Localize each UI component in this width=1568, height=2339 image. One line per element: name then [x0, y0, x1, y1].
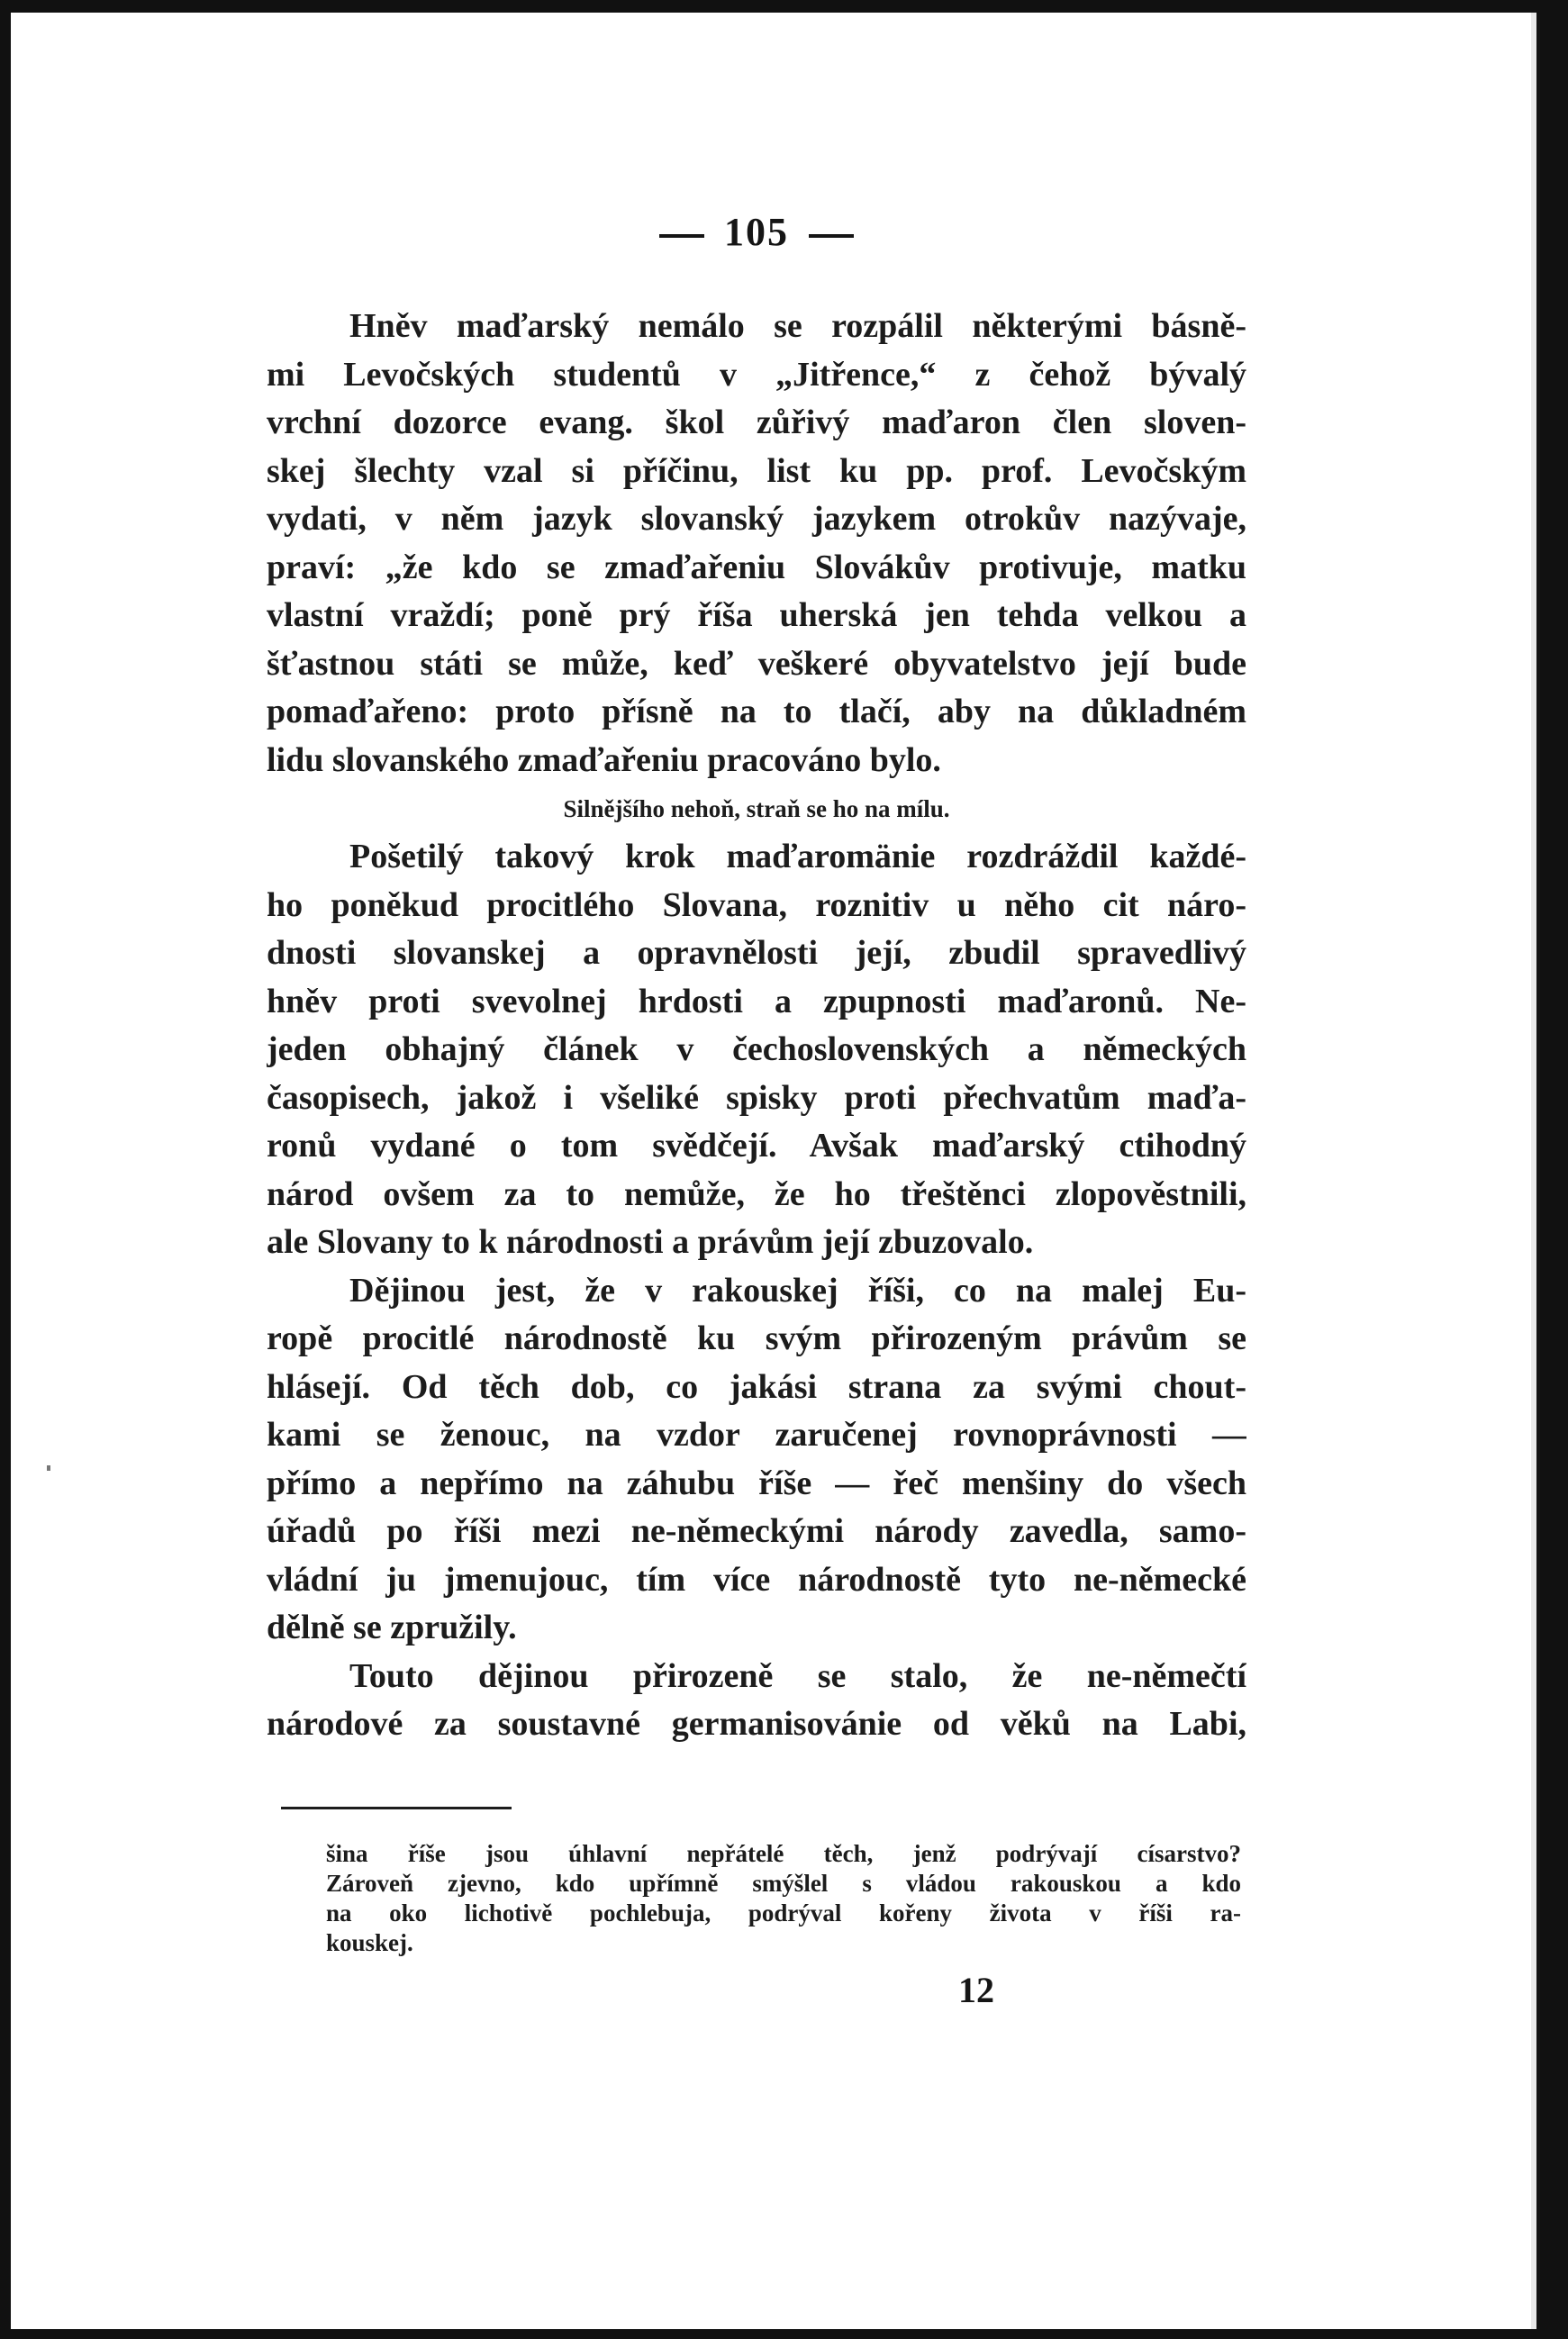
- text-line: pomaďařeno: proto přísně na to tlačí, aby na důkladném: [267, 693, 1246, 730]
- text-line: vlastní vraždí; poně prý říša uherská jen tehda velkou a: [267, 596, 1246, 634]
- paragraph-2: [267, 833, 1246, 1267]
- footnote-line: na oko lichotivě pochlebuja, podrýval kořeny života v říši ra-: [326, 1899, 1241, 1927]
- footnote: [326, 1839, 1241, 1958]
- footnote-rule: [281, 1807, 512, 1809]
- paragraph-3: [267, 1267, 1246, 1653]
- paragraph-1: [267, 303, 1246, 784]
- text-line: vládní ju jmenujouc, tím více národnostě tyto ne-německé: [267, 1560, 1246, 1599]
- text-line: časopisech, jakož i všeliké spisky proti přechvatům maďa-: [267, 1078, 1246, 1117]
- text-line: mi Levočských studentů v „Jitřence,“ z čehož bývalý: [267, 355, 1246, 394]
- proverb-line: Silnějšího nehoň, straň se ho na mílu.: [563, 795, 950, 822]
- text-line: Dějinou jest, že v rakouskej říši, co na malej Eu-: [349, 1271, 1246, 1310]
- text-line: hlásejí. Od těch dob, co jakási strana za svými chout-: [267, 1367, 1246, 1406]
- text-line: šťastnou státi se může, keď veškeré obyvatelstvo její bude: [267, 644, 1246, 683]
- header-dash-right: [809, 234, 854, 238]
- text-line: ale Slovany to k národnosti a právům její zbuzovalo.: [267, 1223, 1034, 1261]
- text-line: dělně se zpružily.: [267, 1609, 517, 1646]
- page-header: [621, 209, 892, 255]
- header-dash-left: [659, 234, 704, 238]
- text-line: ho poněkud procitlého Slovana, roznitiv u něho cit náro-: [267, 885, 1246, 924]
- text-line: dnosti slovanskej a opravnělosti její, zbudil spravedlivý: [267, 934, 1246, 972]
- text-line: hněv proti svevolnej hrdosti a zpupnosti maďaronů. Ne-: [267, 982, 1246, 1020]
- text-line: vydati, v něm jazyk slovanský jazykem otrokův nazývaje,: [267, 500, 1246, 538]
- text-line: kami se ženouc, na vzdor zaručenej rovnoprávnosti —: [267, 1416, 1246, 1454]
- text-line: jeden obhajný článek v čechoslovenských a německých: [267, 1030, 1246, 1068]
- footnote-line: Zároveň zjevno, kdo upřímně smýšlel s vládou rakouskou a kdo: [326, 1870, 1241, 1897]
- footnote-line: kouskej.: [326, 1929, 413, 1956]
- text-line: Touto dějinou přirozeně se stalo, že ne-němečtí: [349, 1656, 1246, 1695]
- text-line: Hněv maďarský nemálo se rozpálil některými básně-: [349, 307, 1246, 345]
- footnote-line: šina říše jsou úhlavní nepřátelé těch, jenž podrývají císarstvo?: [326, 1840, 1241, 1867]
- text-line: Pošetilý takový krok maďaromänie rozdráždil každé-: [349, 838, 1246, 875]
- text-line: úřadů po říši mezi ne-německými národy zavedla, samo-: [267, 1512, 1246, 1550]
- text-line: vrchní dozorce evang. škol zůřivý maďaron člen sloven-: [267, 403, 1246, 441]
- text-line: lidu slovanského zmaďařeniu pracováno bylo.: [267, 740, 941, 779]
- text-line: praví: „že kdo se zmaďařeniu Slovákův protivuje, matku: [267, 548, 1246, 586]
- printer-signature-mark: 12: [958, 1970, 994, 2010]
- text-line: přímo a nepřímo na záhubu říše — řeč menšiny do všech: [267, 1464, 1246, 1502]
- paragraph-4: [267, 1653, 1246, 1749]
- text-line: národ ovšem za to nemůže, že ho třeštěnci zlopověstnili,: [267, 1174, 1246, 1213]
- body-text: [267, 303, 1246, 1749]
- text-line: národové za soustavné germanisovánie od věků na Labi,: [267, 1705, 1246, 1743]
- text-line: ronů vydané o tom svědčejí. Avšak maďarský ctihodný: [267, 1127, 1246, 1165]
- text-line: skej šlechty vzal si příčinu, list ku pp. prof. Levočským: [267, 451, 1246, 490]
- text-line: ropě procitlé národnostě ku svým přirozeným právům se: [267, 1319, 1246, 1357]
- page-number: 105: [724, 210, 789, 254]
- page-edge: [1531, 13, 1536, 2329]
- scan-speck: [47, 1465, 50, 1471]
